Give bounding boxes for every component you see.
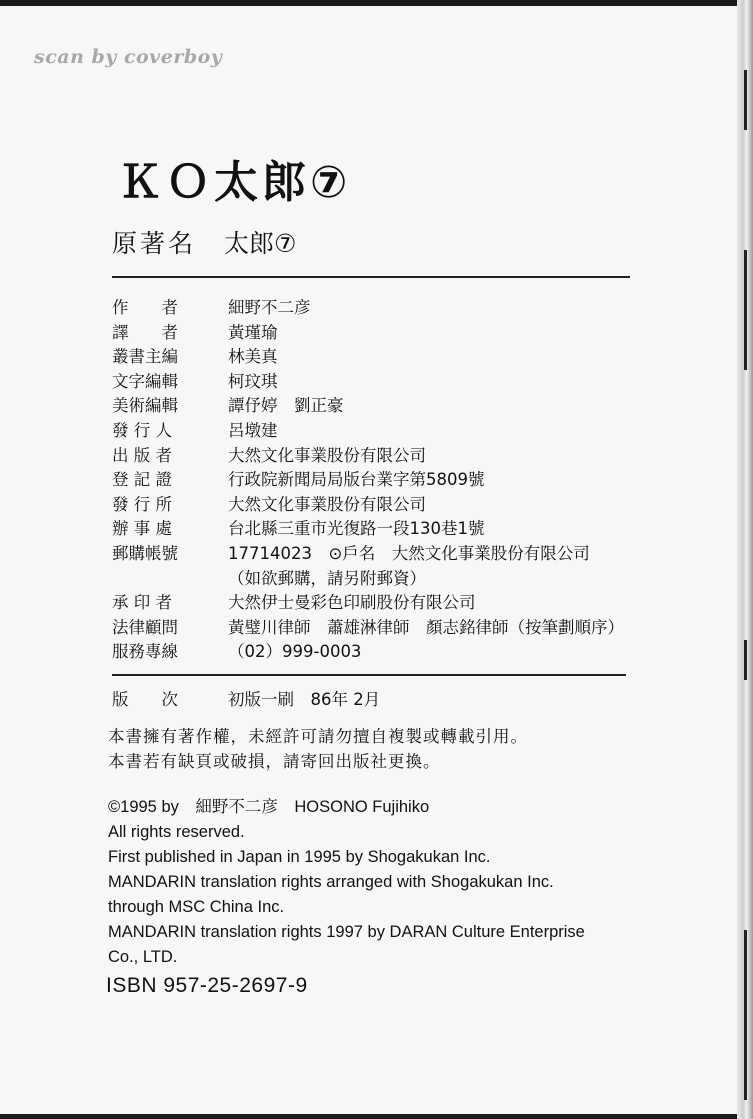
- credit-label: 譯 者: [112, 322, 178, 342]
- notice-line: 本書擁有著作權，未經許可請勿擅自複製或轉載引用。: [108, 727, 528, 746]
- credit-label: 辦 事 處: [112, 519, 172, 539]
- copyright-line: MANDARIN translation rights arranged with Shogakukan Inc.: [108, 873, 554, 891]
- copyright-notice: [108, 724, 528, 774]
- credit-label: 出 版 者: [112, 445, 172, 465]
- credit-label: 承 印 者: [112, 593, 172, 613]
- page-edge-shadow: [737, 0, 753, 1119]
- credit-row: [112, 517, 672, 542]
- credit-label: [112, 567, 228, 592]
- credit-value: （如欲郵購，請另附郵資）: [228, 568, 426, 588]
- edge-mark: [744, 640, 747, 680]
- credit-label: 發 行 人: [112, 420, 172, 440]
- credits-list: [112, 296, 672, 665]
- notice-line: 本書若有缺頁或破損，請寄回出版社更換。: [108, 752, 441, 771]
- edition-row: [112, 686, 380, 710]
- credit-row: [112, 444, 672, 469]
- credit-label: 作 者: [112, 298, 178, 317]
- credit-label: 郵購帳號: [112, 543, 178, 563]
- credit-row: [112, 591, 672, 616]
- edge-mark: [744, 250, 747, 370]
- colophon-page: [0, 6, 739, 1114]
- credit-value: 柯玟琪: [228, 371, 278, 391]
- edge-mark: [744, 930, 747, 1100]
- copyright-line: ©1995 by 細野不二彦 HOSONO Fujihiko: [108, 798, 430, 816]
- copyright-line: First published in Japan in 1995 by Shogakukan Inc.: [108, 848, 491, 866]
- original-title-label: 原著名: [112, 229, 197, 258]
- credit-row: [112, 370, 672, 395]
- credit-row: [112, 468, 672, 493]
- copyright-line: Co., LTD.: [108, 948, 178, 966]
- credit-row: [112, 321, 672, 346]
- original-title: [112, 224, 296, 260]
- credit-label: 服務專線: [112, 642, 178, 662]
- credit-label: 美術編輯: [112, 396, 178, 416]
- credit-row: [112, 345, 672, 370]
- credit-row: [112, 542, 672, 567]
- credit-row: [112, 640, 672, 665]
- credit-value: 大然文化事業股份有限公司: [228, 445, 426, 465]
- credit-value: 17714023 ⊙戶名 大然文化事業股份有限公司: [228, 543, 590, 563]
- divider-top: [112, 276, 630, 278]
- copyright-line: through MSC China Inc.: [108, 898, 285, 916]
- credit-value: 台北縣三重市光復路一段130巷1號: [228, 519, 485, 539]
- credit-label: 發 行 所: [112, 494, 172, 514]
- credit-row: [112, 419, 672, 444]
- credit-value: 林美真: [228, 347, 278, 367]
- credit-value: 黃璧川律師 蕭雄淋律師 顏志銘律師（按筆劃順序）: [228, 617, 624, 637]
- copyright-line: All rights reserved.: [108, 823, 245, 841]
- credit-value: 大然伊士曼彩色印刷股份有限公司: [228, 593, 476, 613]
- edge-mark: [744, 70, 747, 130]
- credit-value: 細野不二彦: [228, 298, 311, 317]
- credit-value: 呂墩建: [228, 420, 278, 440]
- credit-row: [112, 616, 672, 641]
- scan-credit: scan by coverboy: [34, 46, 223, 68]
- credit-value: 譚伃婷 劉正豪: [228, 396, 344, 416]
- credit-row: [112, 493, 672, 518]
- credit-label: 登 記 證: [112, 470, 172, 490]
- english-copyright: [108, 795, 585, 970]
- edition-value: 初版一刷 86年 2月: [228, 690, 381, 709]
- credit-label: 文字編輯: [112, 371, 178, 391]
- credit-row: [112, 567, 672, 592]
- credit-value: （02）999-0003: [228, 642, 362, 662]
- edition-label: 版 次: [112, 690, 178, 709]
- book-title: ＫＯ太郎⑦: [118, 157, 352, 208]
- credit-row: [112, 296, 672, 321]
- isbn: ISBN 957-25-2697-9: [106, 974, 308, 997]
- divider-bottom: [112, 674, 626, 676]
- credit-label: 叢書主編: [112, 347, 178, 367]
- credit-row: [112, 394, 672, 419]
- credit-value: 大然文化事業股份有限公司: [228, 494, 426, 514]
- original-title-value: 太郎⑦: [224, 229, 297, 258]
- credit-value: 黃瑾瑜: [228, 322, 278, 342]
- credit-value: 行政院新聞局局版台業字第5809號: [228, 470, 485, 490]
- copyright-line: MANDARIN translation rights 1997 by DARAN Culture Enterprise: [108, 923, 585, 941]
- credit-label: 法律顧問: [112, 617, 178, 637]
